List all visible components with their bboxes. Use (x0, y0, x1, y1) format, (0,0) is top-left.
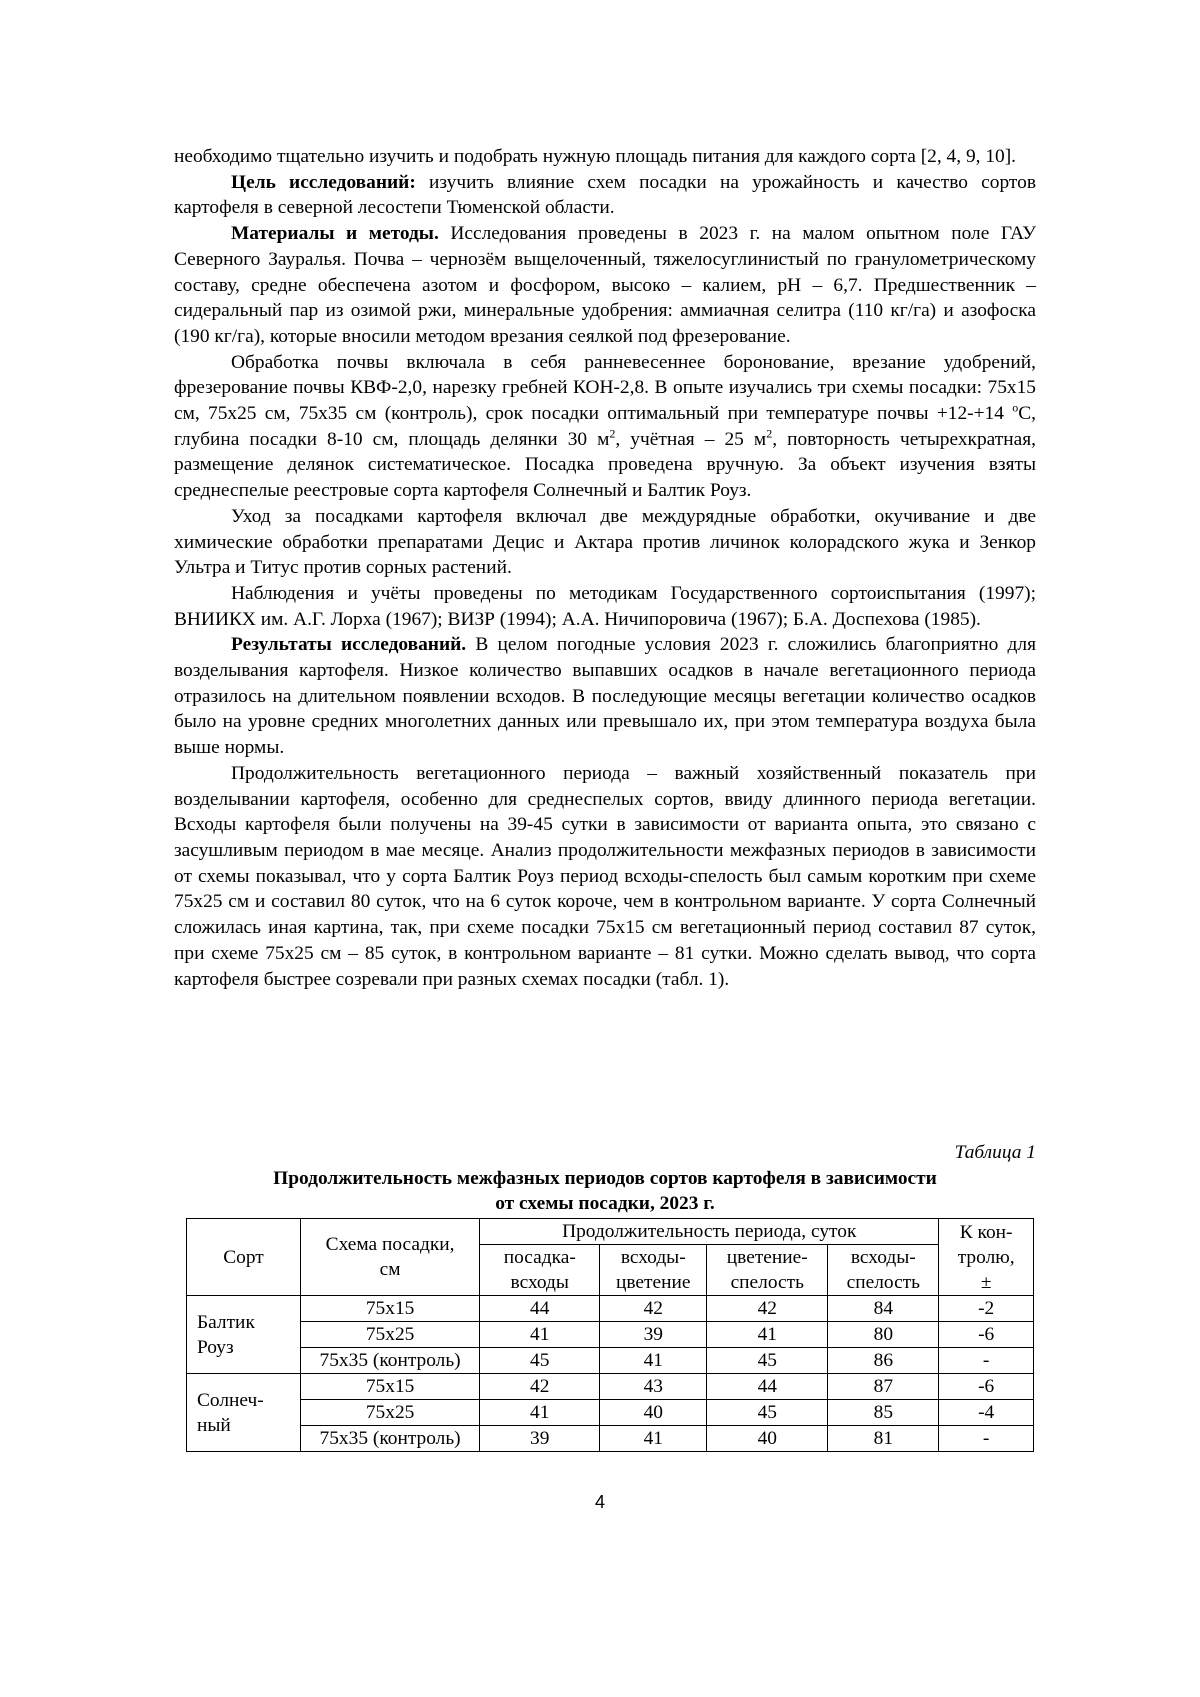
value-cell: 42 (707, 1296, 828, 1322)
table-row (187, 1348, 1034, 1374)
table-row (187, 1400, 1034, 1426)
results-text: В целом погодные условия 2023 г. сложились благоприятно для возделывания картофеля. Низкое количество выпавших осадков в начале вегетационного периода отразилось на длительном появлении всходов. В последующие месяцы вегетации количество осадков было на уровне средних многолетних данных или превышало их, при этом температура воздуха была выше нормы. (174, 634, 1036, 759)
header-line: всходы- (850, 1247, 916, 1268)
header-variety: Сорт (187, 1219, 301, 1296)
value-cell: 41 (600, 1348, 707, 1374)
value-cell: 40 (707, 1426, 828, 1452)
degree-mark: о (1012, 400, 1019, 415)
table-title (174, 1166, 1036, 1216)
results-heading: Результаты исследований. (231, 634, 467, 656)
value-cell: 41 (707, 1322, 828, 1348)
header-line: цветение (616, 1272, 691, 1293)
variety-name-line: ный (197, 1414, 231, 1436)
paragraph-soil-treatment (174, 350, 1036, 504)
value-cell: 41 (480, 1322, 600, 1348)
goal-text: изучить влияние схем посадки на урожайность и качество сортов картофеля в северной лесостепи Тюменской области. (174, 171, 1036, 219)
superscript-squared: 2 (609, 426, 616, 441)
table-row (187, 1296, 1034, 1322)
table-title-line: от схемы посадки, 2023 г. (495, 1193, 715, 1214)
data-table (186, 1218, 1034, 1452)
scheme-cell: 75х25 (301, 1400, 480, 1426)
soil-text-a: Обработка почвы включала в себя ранневесеннее боронование, врезание удобрений, фрезерование почвы КВФ-2,0, нарезку гребней КОН-2,8. В опыте изучались три схемы посадки: 75х15 см, 75х25 см, 75х35 см (контроль), срок посадки оптимальный при температуре почвы +12-+14 (174, 351, 1036, 425)
header-scheme-line: Схема посадки, (325, 1234, 455, 1255)
control-cell: -6 (939, 1322, 1034, 1348)
scheme-cell: 75х25 (301, 1322, 480, 1348)
control-cell: - (939, 1426, 1034, 1452)
variety-name-line: Солнеч- (197, 1389, 264, 1411)
header-line: спелость (730, 1272, 804, 1293)
soil-text-b: С, глубина посадки 8-10 см, площадь делянки 30 м (174, 403, 1036, 450)
scheme-cell: 75х15 (301, 1374, 480, 1400)
header-line: спелость (846, 1272, 920, 1293)
value-cell: 44 (707, 1374, 828, 1400)
soil-text-c: , учётная – 25 м (615, 428, 767, 450)
control-cell: -2 (939, 1296, 1034, 1322)
table-row (187, 1426, 1034, 1452)
header-line: всходы- (620, 1247, 686, 1268)
control-cell: -4 (939, 1400, 1034, 1426)
value-cell: 45 (707, 1348, 828, 1374)
value-cell: 41 (480, 1400, 600, 1426)
value-cell: 43 (600, 1374, 707, 1400)
table-header-row (187, 1219, 1034, 1245)
methods-heading: Материалы и методы. (231, 223, 439, 245)
paragraph-care: Уход за посадками картофеля включал две междурядные обработки, окучивание и две химические обработки препаратами Децис и Актара против личинок колорадского жука и Зенкор Ультра и Титус против сорных растений. (174, 505, 1036, 579)
header-planting-emergence (480, 1245, 600, 1296)
header-control-line: тролю, (957, 1246, 1015, 1268)
variety-cell (187, 1374, 301, 1452)
variety-name-line: Роуз (197, 1336, 234, 1358)
value-cell: 80 (828, 1322, 939, 1348)
paragraph-continuation: необходимо тщательно изучить и подобрать нужную площадь питания для каждого сорта [2, 4, 9, 10]. (174, 146, 1017, 167)
scheme-cell: 75х15 (301, 1296, 480, 1322)
page-number: 4 (594, 1492, 605, 1512)
paragraph-results (174, 632, 1036, 761)
value-cell: 41 (600, 1426, 707, 1452)
value-cell: 45 (480, 1348, 600, 1374)
header-scheme-line: см (379, 1259, 401, 1280)
header-line: всходы (510, 1272, 569, 1293)
control-cell: -6 (939, 1374, 1034, 1400)
control-cell: - (939, 1348, 1034, 1374)
value-cell: 44 (480, 1296, 600, 1322)
value-cell: 39 (480, 1426, 600, 1452)
header-emergence-flowering (600, 1245, 707, 1296)
scheme-cell: 75х35 (контроль) (301, 1348, 480, 1374)
paragraph-observations: Наблюдения и учёты проведены по методикам Государственного сортоиспытания (1997); ВНИИКХ им. А.Г. Лорха (1967); ВИЗР (1994); А.А. Ничипоровича (1967); Б.А. Доспехова (1985). (174, 582, 1036, 630)
table-title-line: Продолжительность межфазных периодов сортов картофеля в зависимости (273, 1168, 937, 1189)
body-text (174, 144, 1036, 992)
value-cell: 42 (600, 1296, 707, 1322)
paragraph-duration: Продолжительность вегетационного периода – важный хозяйственный показатель при возделывании картофеля, особенно для среднеспелых сортов, ввиду длинного периода вегетации. Всходы картофеля были получены на 39-45 сутки в зависимости от варианта опыта, это связано с засушливым периодом в мае месяце. Анализ продолжительности межфазных периодов в зависимости от схемы показывал, что у сорта Балтик Роуз период всходы-спелость был самым коротким при схеме 75х25 см и составил 80 суток, что на 6 суток короче, чем в контрольном варианте. У сорта Солнечный сложилась иная картина, так, при схеме посадки 75х15 см вегетационный период составил 87 суток, при схеме 75х25 см – 85 суток, в контрольном варианте – 81 сутки. Можно сделать вывод, что сорта картофеля быстрее созревали при разных схемах посадки (табл. 1). (174, 762, 1036, 990)
table-caption: Таблица 1 (954, 1142, 1036, 1163)
value-cell: 42 (480, 1374, 600, 1400)
value-cell: 81 (828, 1426, 939, 1452)
value-cell: 39 (600, 1322, 707, 1348)
soil-text-d: , повторность четырехкратная, размещение делянок систематическое. Посадка проведена вручную. За объект изучения взяты среднеспелые реестровые сорта картофеля Солнечный и Балтик Роуз. (174, 428, 1036, 502)
superscript-squared: 2 (766, 426, 773, 441)
header-control (939, 1219, 1034, 1296)
variety-cell (187, 1296, 301, 1374)
goal-heading: Цель исследований: (231, 171, 416, 193)
value-cell: 40 (600, 1400, 707, 1426)
variety-name-line: Балтик (197, 1311, 255, 1333)
value-cell: 85 (828, 1400, 939, 1426)
table-row (187, 1322, 1034, 1348)
header-line: посадка- (503, 1247, 576, 1268)
table-row (187, 1374, 1034, 1400)
scheme-cell: 75х35 (контроль) (301, 1426, 480, 1452)
header-line: цветение- (726, 1247, 808, 1268)
header-period: Продолжительность периода, суток (480, 1219, 939, 1245)
value-cell: 45 (707, 1400, 828, 1426)
value-cell: 84 (828, 1296, 939, 1322)
header-scheme (301, 1219, 480, 1296)
header-control-line: К кон- (959, 1221, 1013, 1243)
value-cell: 87 (828, 1374, 939, 1400)
header-control-line: ± (980, 1271, 992, 1293)
paragraph-methods (174, 221, 1036, 350)
methods-text: Исследования проведены в 2023 г. на малом опытном поле ГАУ Северного Зауралья. Почва – чернозём выщелоченный, тяжелосуглинистый по гранулометрическому составу, средне обеспечена азотом и фосфором, высоко – калием, pH – 6,7. Предшественник – сидеральный пар из озимой ржи, минеральные удобрения: аммиачная селитра (110 кг/га) и азофоска (190 кг/га), которые вносили методом врезания сеялкой под фрезерование. (174, 223, 1036, 347)
paragraph-goal (174, 170, 1036, 221)
header-flowering-ripeness (707, 1245, 828, 1296)
value-cell: 86 (828, 1348, 939, 1374)
header-emergence-ripeness (828, 1245, 939, 1296)
